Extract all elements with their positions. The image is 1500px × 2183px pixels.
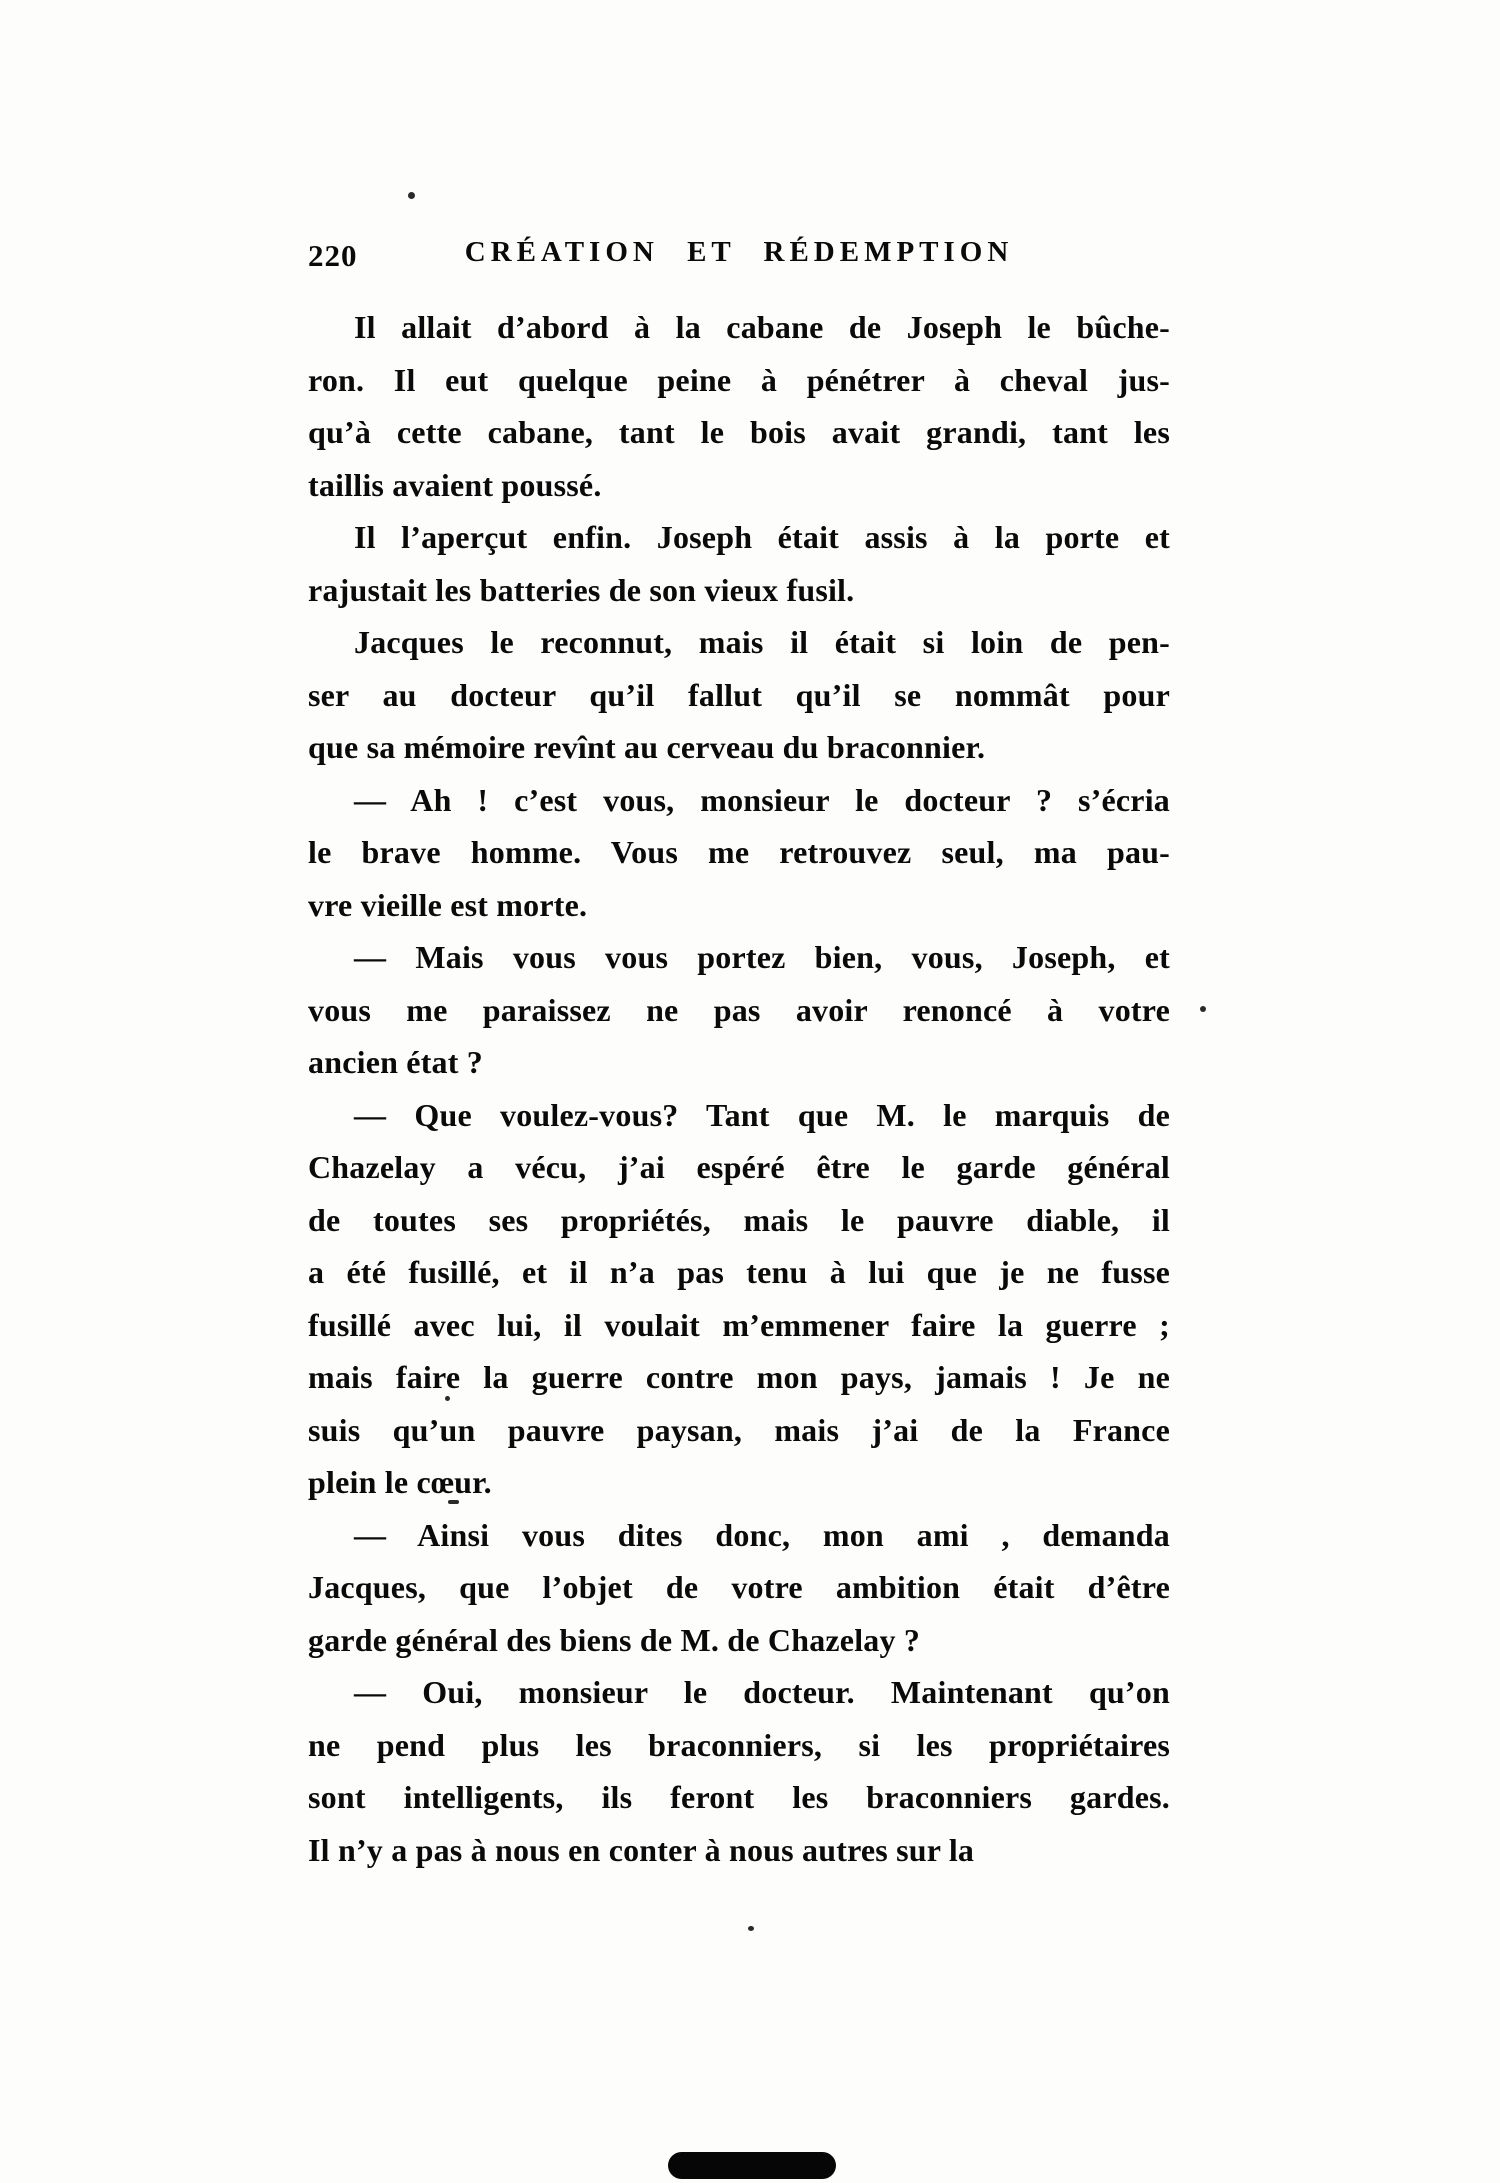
- text-line: ancien état ?: [308, 1044, 484, 1080]
- text-line: que sa mémoire revînt au cerveau du braconnier.: [308, 729, 986, 765]
- text-line: vous me paraissez ne pas avoir renoncé à votre: [308, 991, 1170, 1028]
- ink-speck-right-margin: [1200, 1006, 1206, 1012]
- text-line: vre vieille est morte.: [308, 886, 588, 923]
- bottom-black-bar: [668, 2152, 836, 2179]
- text-line: Jacques le reconnut, mais il était si loin de pen-: [354, 624, 1170, 660]
- text-line: de toutes ses propriétés, mais le pauvre diable, il: [308, 1201, 1170, 1238]
- text-line: Il allait d’abord à la cabane de Joseph le bûche-: [354, 309, 1170, 345]
- text-line: Il n’y a pas à nous en conter à nous autres sur la: [308, 1831, 975, 1868]
- text-line: taillis avaient poussé.: [308, 466, 602, 503]
- text-line: suis qu’un pauvre paysan, mais j’ai de la France: [308, 1411, 1170, 1448]
- text-line: Jacques, que l’objet de votre ambition était d’être: [308, 1569, 1170, 1605]
- text-line: Chazelay a vécu, j’ai espéré être le garde général: [308, 1149, 1170, 1185]
- text-line: le brave homme. Vous me retrouvez seul, ma pau-: [308, 834, 1170, 870]
- text-line: qu’à cette cabane, tant le bois avait grandi, tant les: [308, 414, 1170, 450]
- text-line: ne pend plus les braconniers, si les propriétaires: [308, 1726, 1170, 1763]
- text-line: ser au docteur qu’il fallut qu’il se nommât pour: [308, 676, 1170, 713]
- text-line: ron. Il eut quelque peine à pénétrer à cheval jus-: [308, 361, 1170, 398]
- ink-speck-under-coeur: [448, 1500, 459, 1504]
- text-line: a été fusillé, et il n’a pas tenu à lui que je ne fusse: [308, 1254, 1170, 1290]
- text-line: plein le cœur.: [308, 1464, 492, 1500]
- text-line: fusillé avec lui, il voulait m’emmener faire la guerre ;: [308, 1306, 1170, 1343]
- page-text: [308, 301, 1170, 1876]
- text-line: — Oui, monsieur le docteur. Maintenant qu’on: [354, 1674, 1170, 1710]
- text-line: Il l’aperçut enfin. Joseph était assis à la porte et: [354, 519, 1170, 555]
- ink-speck-bottom: [748, 1926, 754, 1931]
- text-line: — Ah ! c’est vous, monsieur le docteur ? s’écria: [354, 781, 1170, 818]
- text-line: mais faire la guerre contre mon pays, jamais ! Je ne: [308, 1359, 1170, 1395]
- running-title: CRÉATION ET RÉDEMPTION: [464, 236, 1014, 268]
- ink-speck-top: [408, 192, 415, 199]
- page-header: [308, 236, 1170, 278]
- page-number: 220: [308, 238, 358, 273]
- text-line: garde général des biens de M. de Chazelay ?: [308, 1621, 921, 1658]
- text-line: — Mais vous vous portez bien, vous, Joseph, et: [354, 939, 1170, 975]
- text-line: sont intelligents, ils feront les braconniers gardes.: [308, 1779, 1170, 1815]
- text-line: — Que voulez-vous? Tant que M. le marquis de: [354, 1096, 1170, 1133]
- ink-speck-under-faire: [445, 1396, 450, 1401]
- text-line: — Ainsi vous dites donc, mon ami , demanda: [354, 1516, 1170, 1553]
- text-line: rajustait les batteries de son vieux fusil.: [308, 571, 855, 608]
